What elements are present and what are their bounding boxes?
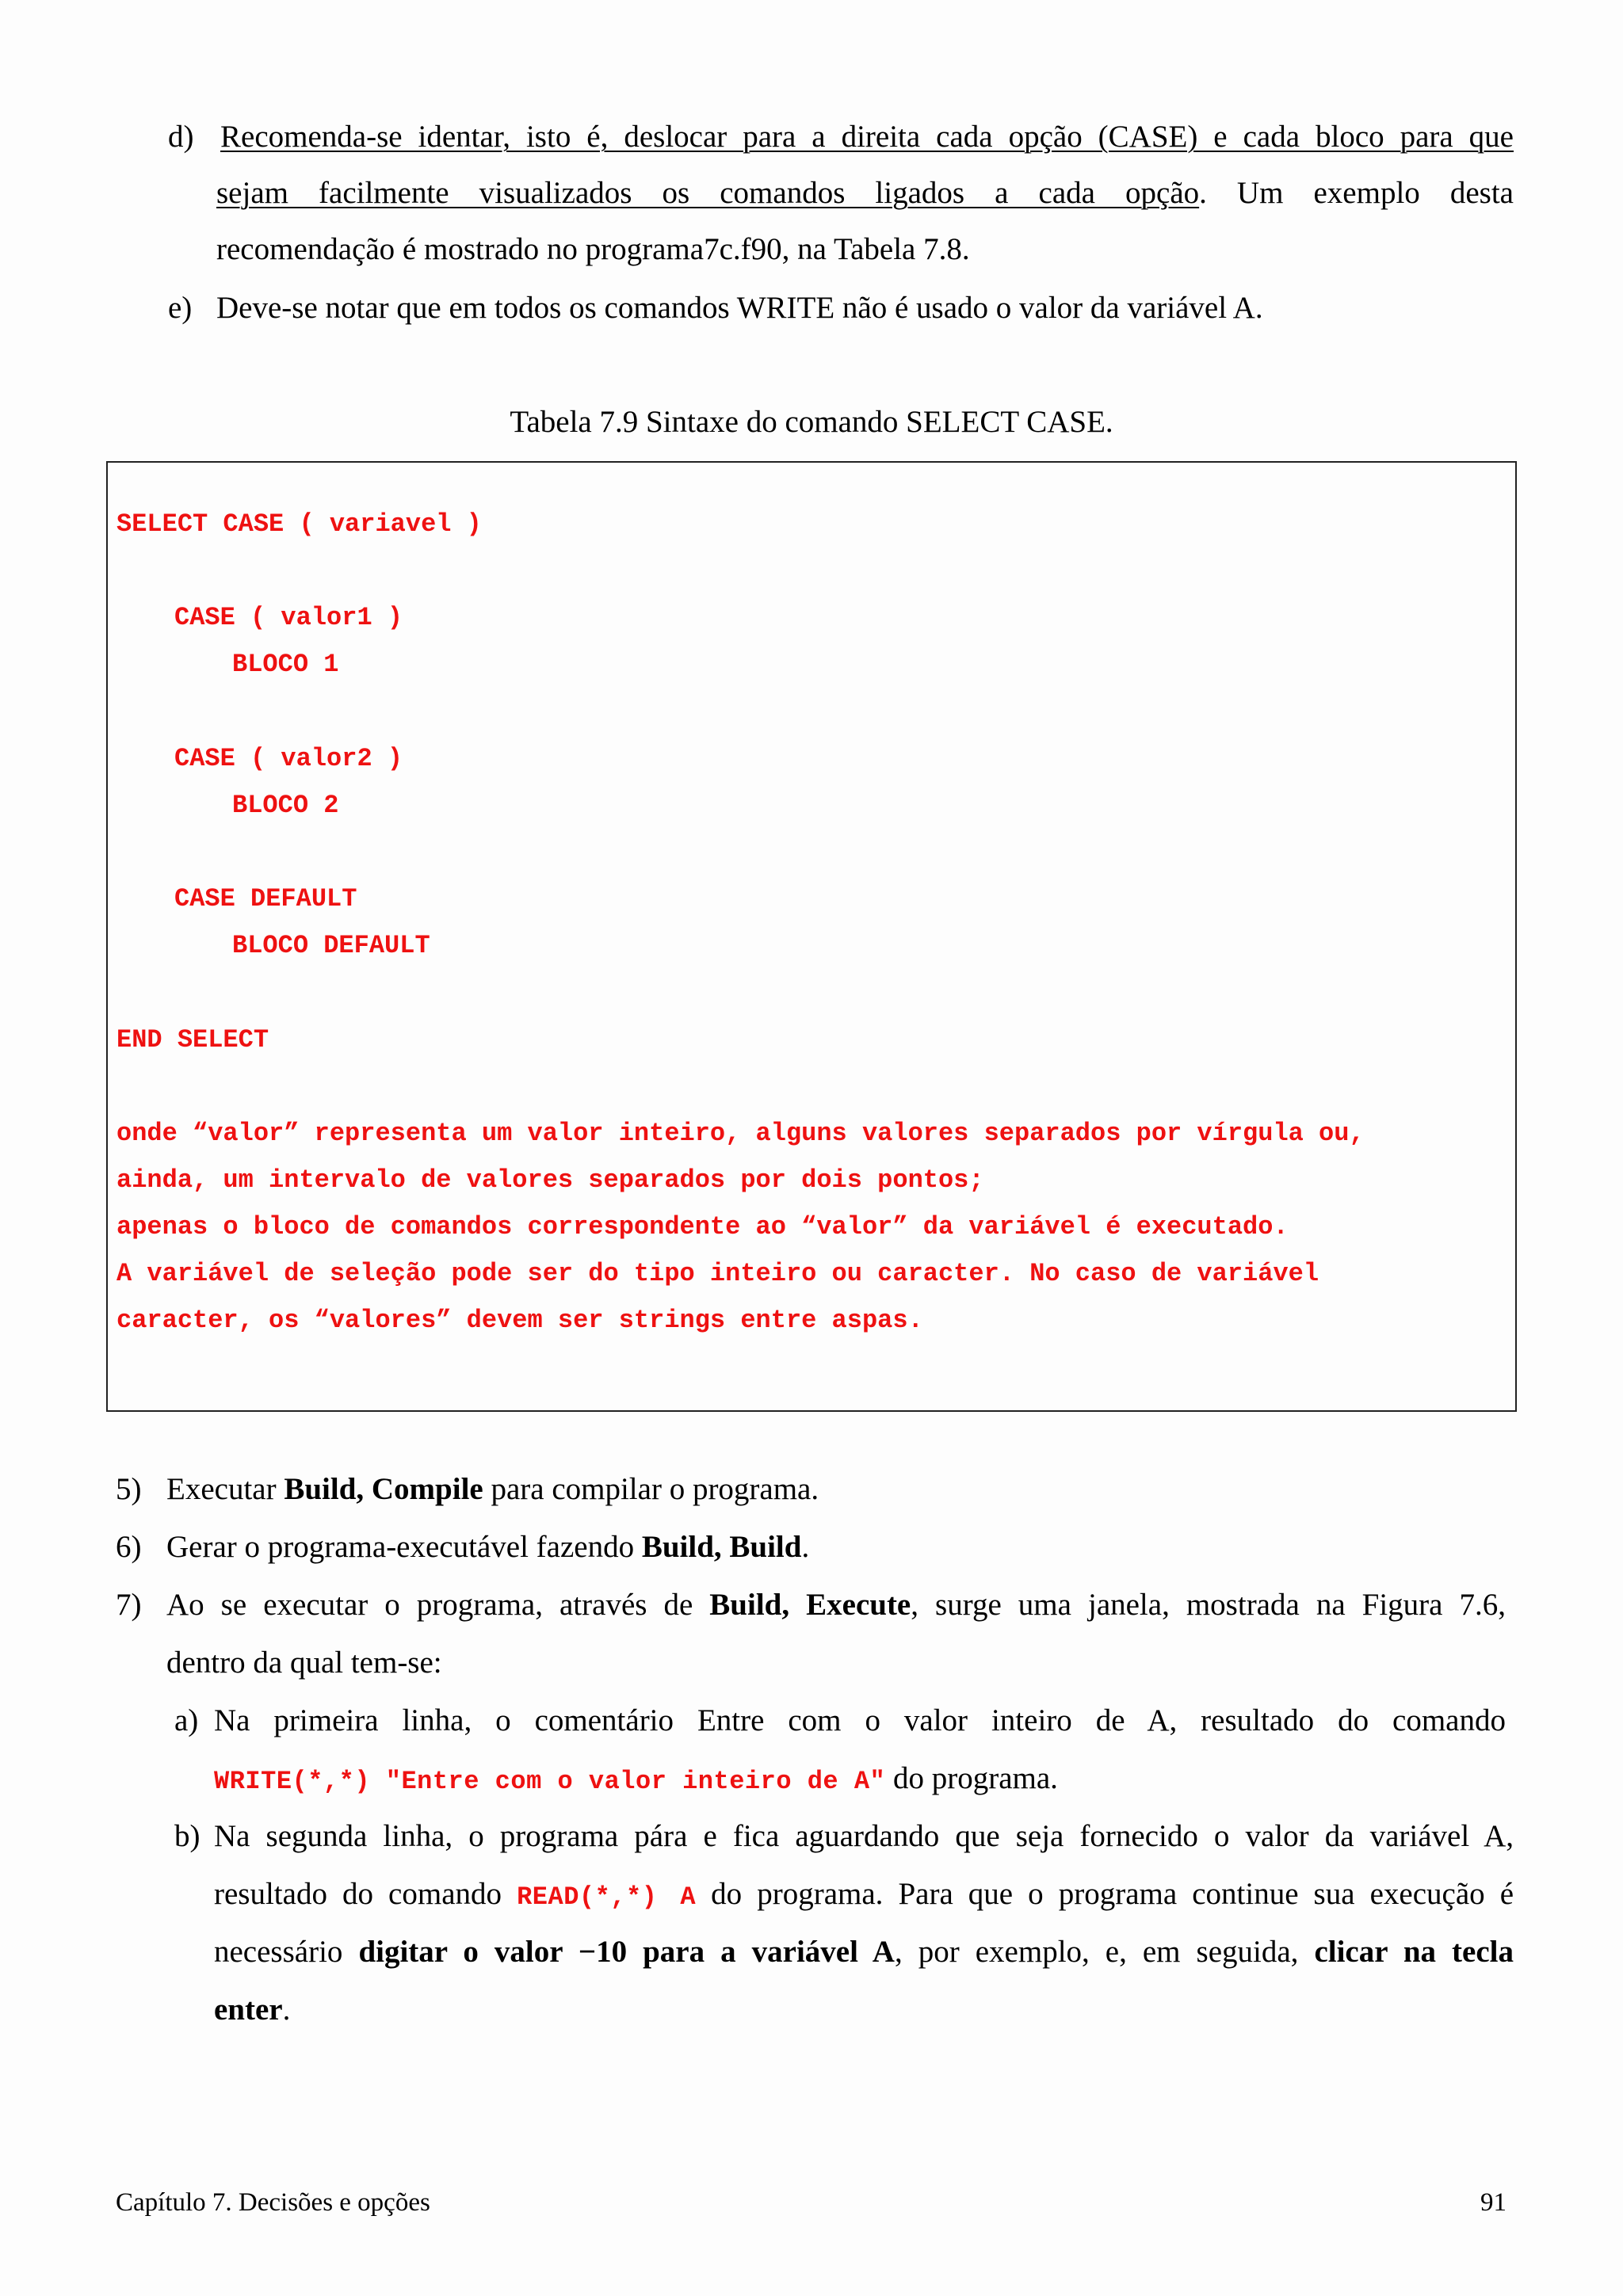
footer-page-number: 91 bbox=[1480, 2188, 1507, 2217]
code-end-select-line: END SELECT bbox=[116, 1025, 269, 1055]
item-d-line1: Recomenda-se identar, isto é, deslocar para a direita cada opção (CASE) e cada bloco para que bbox=[220, 120, 1514, 154]
code-note-line: A variável de seleção pode ser do tipo inteiro ou caracter. No caso de variável bbox=[116, 1259, 1319, 1288]
step-6-text: Gerar o programa-executável fazendo Build, Build. bbox=[166, 1530, 810, 1564]
item-d-line2: sejam facilmente visualizados os comandos ligados a cada opção. Um exemplo desta bbox=[216, 176, 1514, 210]
step-7-line1: Ao se executar o programa, através de Build, Execute, surge uma janela, mostrada na Figura 7.6, bbox=[166, 1588, 1507, 1622]
step-5-text: Executar Build, Compile para compilar o programa. bbox=[166, 1472, 819, 1506]
sub-b-line1: Na segunda linha, o programa pára e fica aguardando que seja fornecido o valor da variável A, bbox=[214, 1819, 1514, 1853]
read-statement-code: READ(*,*) A bbox=[517, 1882, 697, 1912]
step-7-line2: dentro da qual tem-se: bbox=[166, 1646, 442, 1680]
step-5-number: 5) bbox=[116, 1472, 142, 1506]
item-d-label: d) bbox=[168, 120, 194, 154]
sub-b-line2: resultado do comando READ(*,*) A do programa. Para que o programa continue sua execução é bbox=[214, 1877, 1514, 1912]
sub-b-label: b) bbox=[174, 1819, 200, 1853]
code-note-line: apenas o bloco de comandos correspondente ao “valor” da variável é executado. bbox=[116, 1212, 1289, 1241]
item-e-label: e) bbox=[168, 291, 193, 325]
code-note-line: onde “valor” representa um valor inteiro, alguns valores separados por vírgula ou, bbox=[116, 1119, 1365, 1148]
code-bloco1-line: BLOCO 1 bbox=[232, 650, 339, 679]
table-caption: Tabela 7.9 Sintaxe do comando SELECT CASE. bbox=[510, 405, 1113, 439]
sub-b-line4: enter. bbox=[214, 1993, 291, 2027]
footer-chapter: Capítulo 7. Decisões e opções bbox=[116, 2188, 430, 2217]
sub-a-label: a) bbox=[174, 1703, 199, 1737]
sub-a-line2: WRITE(*,*) "Entre com o valor inteiro de A" do programa. bbox=[214, 1761, 1058, 1796]
code-table bbox=[106, 461, 1517, 1412]
code-case2-line: CASE ( valor2 ) bbox=[174, 744, 403, 773]
step-6-number: 6) bbox=[116, 1530, 142, 1564]
sub-b-line3: necessário digitar o valor −10 para a variável A, por exemplo, e, em seguida, clicar na tecla bbox=[214, 1935, 1514, 1969]
code-bloco-default-line: BLOCO DEFAULT bbox=[232, 931, 430, 960]
code-case1-line: CASE ( valor1 ) bbox=[174, 603, 403, 632]
sub-a-line1: Na primeira linha, o comentário Entre com o valor inteiro de A, resultado do comando bbox=[214, 1703, 1506, 1737]
write-statement-code: WRITE(*,*) "Entre com o valor inteiro de A" bbox=[214, 1767, 886, 1796]
step-7-number: 7) bbox=[116, 1588, 142, 1622]
item-d-line3: recomendação é mostrado no programa7c.f90, na Tabela 7.8. bbox=[216, 232, 970, 266]
code-case-default-line: CASE DEFAULT bbox=[174, 884, 357, 913]
code-note-line: ainda, um intervalo de valores separados por dois pontos; bbox=[116, 1165, 984, 1195]
code-note-line: caracter, os “valores” devem ser strings entre aspas. bbox=[116, 1306, 923, 1335]
code-bloco2-line: BLOCO 2 bbox=[232, 791, 339, 820]
code-select-line: SELECT CASE ( variavel ) bbox=[116, 509, 482, 539]
item-e-text: Deve-se notar que em todos os comandos WRITE não é usado o valor da variável A. bbox=[216, 291, 1263, 325]
